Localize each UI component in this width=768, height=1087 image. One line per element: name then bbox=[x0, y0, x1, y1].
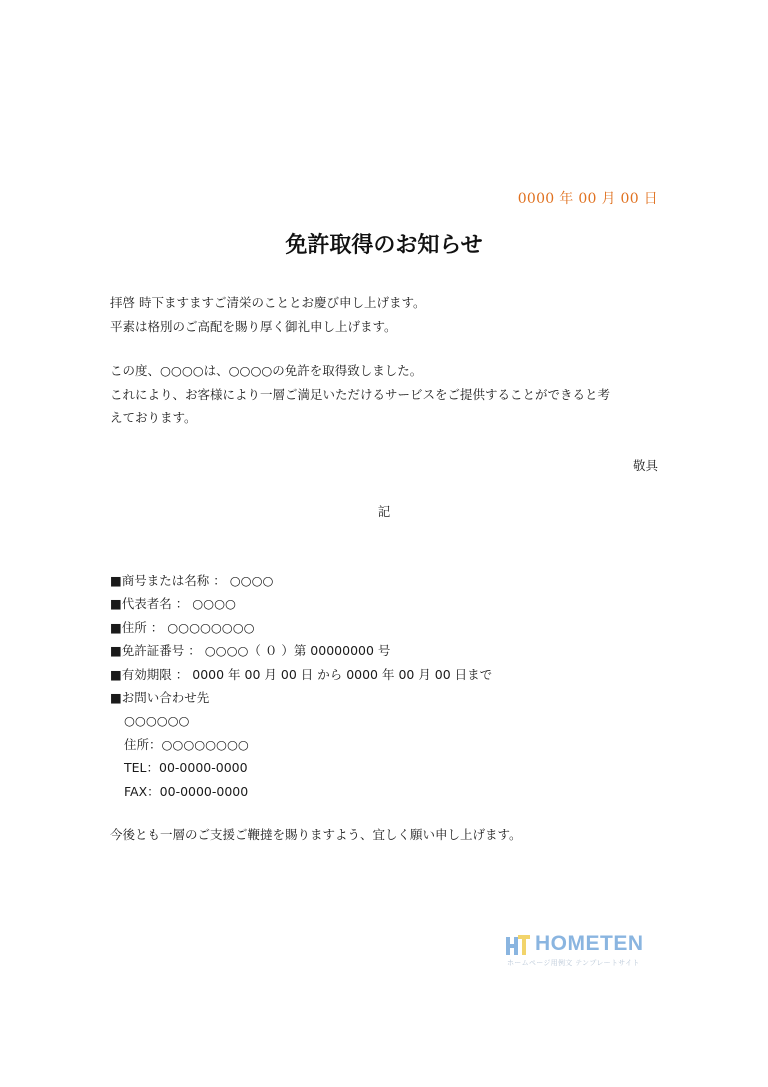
hometen-logo-icon bbox=[505, 934, 531, 956]
notice-paragraph bbox=[110, 359, 658, 430]
contact-fax: FAX：00-0000-0000 bbox=[124, 783, 249, 799]
notice-line: これにより、お客様により一層ご満足いただけるサービスをご提供することができると考 bbox=[110, 386, 611, 402]
contact-tel: TEL：00-0000-0000 bbox=[124, 760, 248, 776]
document-date: 0000 年 00 月 00 日 bbox=[517, 191, 658, 207]
logo-wordmark: HOMETEN bbox=[535, 932, 644, 955]
greeting-line: 拝啓 時下ますますご清栄のこととお慶び申し上げます。 bbox=[110, 295, 426, 310]
greeting-line: 平素は格別のご高配を賜り厚く御礼申し上げます。 bbox=[110, 318, 397, 334]
notice-line: この度、○○○○は、○○○○の免許を取得致しました。 bbox=[110, 363, 423, 378]
closing-sentence: 今後とも一層のご支援ご鞭撻を賜りますよう、宜しく願い申し上げます。 bbox=[110, 827, 522, 842]
detail-item-address: ■住所 ： ○○○○○○○○ bbox=[110, 619, 255, 635]
closing-keigu: 敬具 bbox=[632, 458, 658, 473]
detail-item-contact: ■お問い合わせ先 bbox=[110, 690, 210, 706]
detail-item-representative: ■代表者名 ： ○○○○ bbox=[110, 596, 236, 612]
detail-item-validity: ■有効期限 ： 0000 年 00 月 00 日 から 0000 年 00 月 00 日まで bbox=[110, 666, 493, 682]
details-list bbox=[110, 569, 492, 803]
detail-item-license-number: ■免許証番号 ： ○○○○（ ０ ）第 00000000 号 bbox=[110, 643, 391, 659]
greeting-paragraph bbox=[110, 291, 658, 338]
notice-line: えております。 bbox=[110, 410, 197, 425]
contact-address: 住所：○○○○○○○○ bbox=[124, 736, 249, 752]
ki-heading: 記 bbox=[377, 504, 391, 519]
contact-name: ○○○○○○ bbox=[124, 713, 190, 729]
logo-tagline: ホームページ用例文 テンプレートサイト bbox=[507, 959, 640, 967]
detail-item-trade-name: ■商号または名称 ： ○○○○ bbox=[110, 573, 274, 588]
document-title: 免許取得のお知らせ bbox=[285, 232, 483, 258]
hometen-logo bbox=[505, 932, 655, 972]
